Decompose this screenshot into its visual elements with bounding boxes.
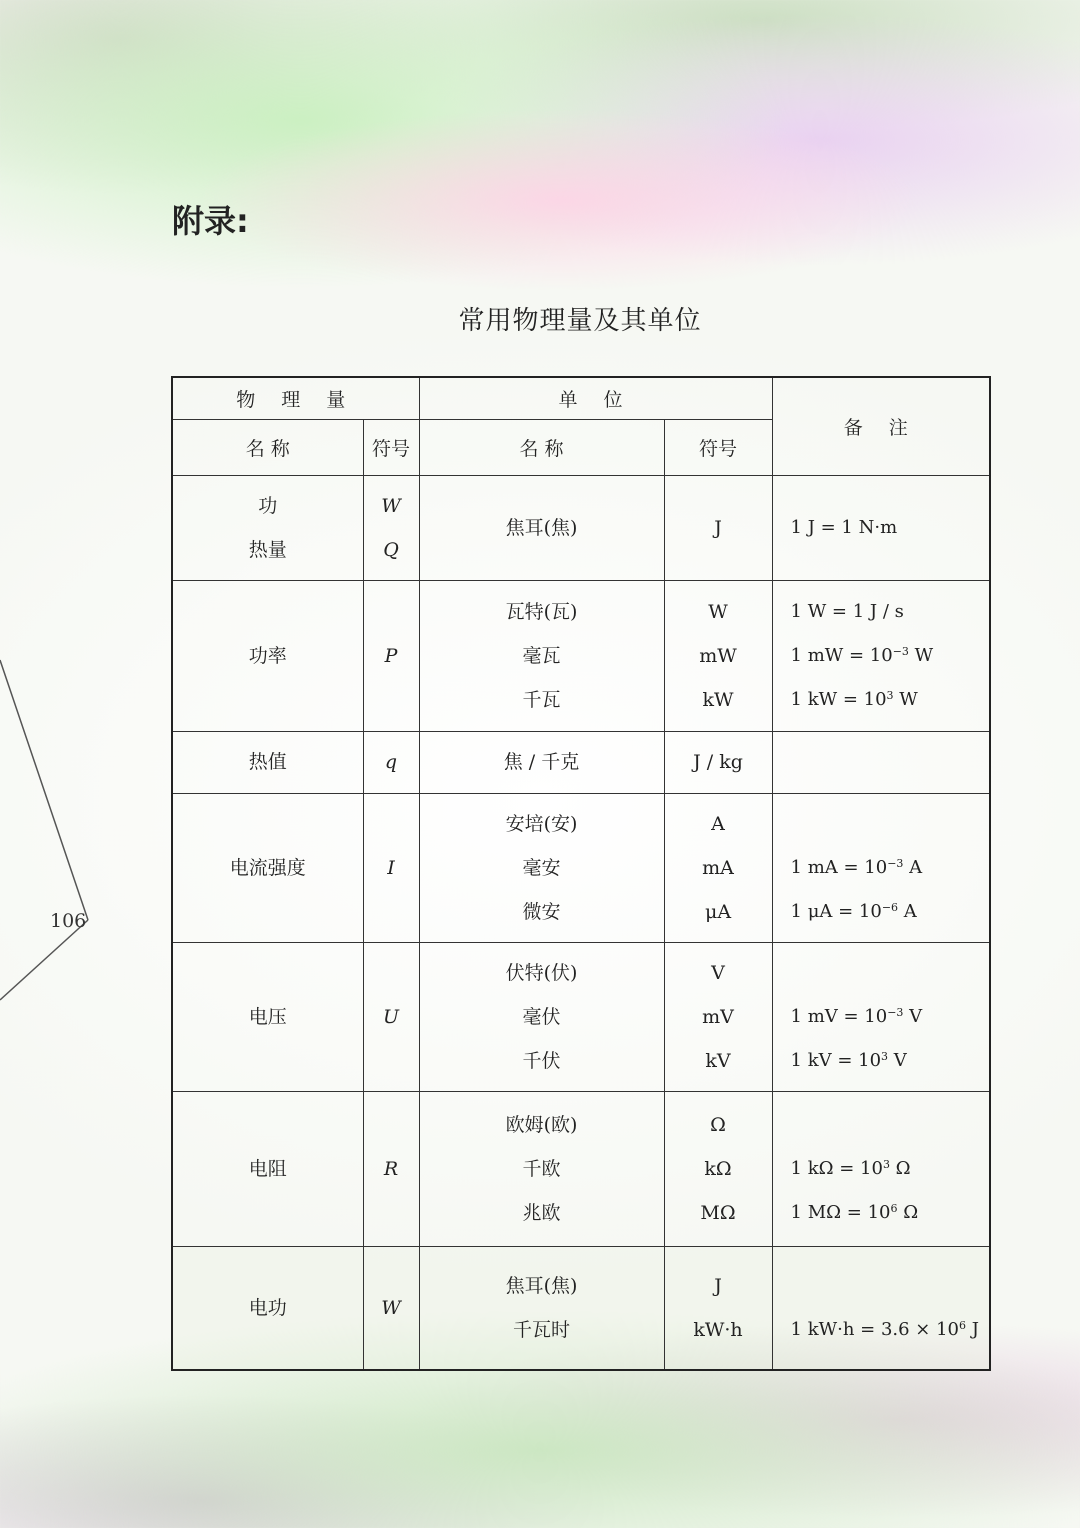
remark-text [791, 1191, 990, 1235]
page-number: 106 [50, 910, 87, 932]
remark-text [791, 951, 990, 995]
remark-exponent: −3 [887, 856, 904, 870]
unit_names-text: 焦 / 千克 [503, 751, 580, 773]
unit_names-cell [419, 1091, 664, 1246]
unit_symbols-cell [664, 475, 772, 580]
unit_symbols-cell [664, 580, 772, 731]
unit_symbols-cell [664, 793, 772, 942]
unit_names-cell [419, 1246, 664, 1370]
table-title: 常用物理量及其单位 [458, 306, 702, 336]
unit_names-text: 千瓦时 [512, 1318, 570, 1341]
unit_symbols-text: V [711, 961, 725, 984]
names-text: 热量 [248, 538, 287, 561]
remark-base: 1 kW = 10 [790, 688, 887, 710]
unit_symbols-text: mV [702, 1005, 734, 1028]
unit_names-text: 毫瓦 [522, 644, 561, 667]
table-row [172, 731, 990, 793]
names-text: 功 [258, 494, 278, 517]
remark-cell [772, 1246, 990, 1370]
names-text: 电流强度 [229, 856, 306, 879]
names-cell [172, 793, 363, 942]
remark-cell [772, 942, 990, 1091]
remark-text [791, 846, 990, 890]
unit_symbols-text: A [711, 812, 725, 835]
symbols-cell [363, 1091, 419, 1246]
header-name: 名 称 [172, 419, 363, 475]
remark-unit: W [893, 688, 918, 710]
symbols-text: q [384, 751, 398, 773]
remark-text [791, 590, 990, 634]
remark-base: 1 W = 1 J / s [790, 600, 904, 622]
remark-base: 1 mV = 10 [790, 1005, 888, 1027]
unit_symbols-text: mW [699, 644, 737, 667]
symbols-text: W [381, 1296, 401, 1319]
remark-exponent: 6 [890, 1201, 898, 1215]
names-cell [172, 731, 363, 793]
symbols-text: U [382, 1005, 399, 1028]
unit_names-text: 焦耳(焦) [505, 1274, 578, 1297]
remark-text [791, 995, 990, 1039]
remark-cell [772, 1091, 990, 1246]
unit_names-text: 兆欧 [522, 1201, 561, 1224]
remark-text [791, 1308, 990, 1352]
remark-base: 1 kW·h = 3.6 × 10 [790, 1318, 959, 1340]
remark-cell [772, 580, 990, 731]
remark-cell [772, 731, 990, 793]
symbols-text: I [387, 856, 395, 879]
table-row [172, 475, 990, 580]
unit_symbols-text: mA [702, 856, 734, 879]
unit_names-cell [419, 731, 664, 793]
unit_names-text: 毫安 [522, 856, 561, 879]
header-unit-symbol: 符号 [664, 419, 772, 475]
remark-base: 1 mW = 10 [790, 644, 893, 666]
unit_names-text: 安培(安) [505, 812, 578, 835]
remark-text [791, 506, 990, 550]
remark-exponent: −6 [881, 900, 899, 914]
symbols-cell [363, 1246, 419, 1370]
names-text: 电压 [248, 1005, 287, 1028]
unit_names-text: 毫伏 [522, 1005, 561, 1028]
remark-text [791, 1147, 990, 1191]
names-text: 电功 [248, 1296, 287, 1319]
names-cell [172, 942, 363, 1091]
remark-text [791, 1264, 990, 1308]
remark-unit: A [903, 856, 923, 878]
names-cell [172, 1246, 363, 1370]
unit_names-text: 欧姆(欧) [505, 1113, 578, 1136]
unit_symbols-text: MΩ [700, 1201, 736, 1224]
remark-base: 1 kV = 10 [790, 1049, 882, 1071]
header-quantity: 物 理 量 [172, 377, 419, 419]
remark-unit: Ω [897, 1201, 919, 1223]
unit_symbols-text: μA [704, 900, 732, 923]
remark-exponent: 3 [886, 688, 894, 702]
unit_symbols-text: kW [702, 688, 734, 711]
remark-cell [772, 793, 990, 942]
remark-exponent: 6 [959, 1318, 966, 1332]
symbols-cell [363, 793, 419, 942]
table-row [172, 580, 990, 731]
remark-unit: A [898, 900, 917, 922]
unit_symbols-text: J [714, 516, 722, 539]
remark-cell [772, 475, 990, 580]
table-row [172, 1091, 990, 1246]
names-text: 电阻 [248, 1157, 287, 1180]
unit_names-cell [419, 580, 664, 731]
remark-base: 1 J = 1 N·m [790, 516, 898, 538]
header-unit: 单 位 [419, 377, 772, 419]
header-unit-name: 名 称 [419, 419, 664, 475]
names-text: 功率 [248, 644, 287, 667]
unit_names-text: 瓦特(瓦) [505, 600, 578, 623]
remark-exponent: 3 [882, 1157, 890, 1171]
remark-base: 1 mA = 10 [790, 856, 888, 878]
table-row [172, 1246, 990, 1370]
remark-unit: J [966, 1318, 979, 1340]
remark-base: 1 μA = 10 [790, 900, 882, 922]
unit_names-cell [419, 793, 664, 942]
names-cell [172, 1091, 363, 1246]
unit_names-text: 千瓦 [522, 688, 561, 711]
page-edge-decoration [0, 640, 100, 1020]
symbols-text: Q [383, 538, 399, 561]
remark-exponent: −3 [887, 1005, 904, 1019]
table-row [172, 793, 990, 942]
unit_symbols-text: J / kg [693, 751, 743, 773]
symbols-text: R [383, 1157, 399, 1180]
unit_symbols-text: kV [705, 1049, 731, 1072]
unit_symbols-cell [664, 731, 772, 793]
remark-text [791, 678, 990, 722]
symbols-cell [363, 731, 419, 793]
names-text: 热值 [248, 751, 287, 773]
units-table [171, 376, 991, 1371]
remark-text [791, 802, 990, 846]
symbols-text: W [381, 494, 401, 517]
unit_names-text: 千伏 [522, 1049, 561, 1072]
remark-unit: V [903, 1005, 923, 1027]
remark-unit: Ω [889, 1157, 911, 1179]
unit_symbols-text: W [708, 600, 728, 623]
unit_names-text: 焦耳(焦) [505, 516, 578, 539]
unit_symbols-text: kΩ [704, 1157, 732, 1180]
remark-exponent: 3 [881, 1049, 889, 1063]
unit_names-text: 微安 [522, 900, 561, 923]
unit_symbols-cell [664, 1246, 772, 1370]
table-row [172, 942, 990, 1091]
remark-base: 1 MΩ = 10 [790, 1201, 891, 1223]
names-cell [172, 475, 363, 580]
unit_names-cell [419, 475, 664, 580]
unit_names-text: 伏特(伏) [505, 961, 578, 984]
remark-unit: W [908, 644, 934, 666]
symbols-cell [363, 580, 419, 731]
unit_symbols-text: kW·h [693, 1318, 743, 1341]
symbols-cell [363, 475, 419, 580]
remark-text [791, 1039, 990, 1083]
remark-text [791, 634, 990, 678]
remark-text [791, 1103, 990, 1147]
header-row-1 [172, 377, 990, 419]
unit_names-cell [419, 942, 664, 1091]
unit_symbols-cell [664, 942, 772, 1091]
unit_symbols-text: J [714, 1274, 722, 1297]
header-remark: 备 注 [772, 377, 990, 475]
appendix-heading: 附录: [172, 202, 249, 240]
remark-base: 1 kΩ = 10 [790, 1157, 883, 1179]
remark-unit: V [888, 1049, 907, 1071]
unit_symbols-text: Ω [710, 1113, 726, 1136]
remark-exponent: −3 [892, 644, 909, 658]
remark-text [791, 890, 990, 934]
unit_names-text: 千欧 [522, 1157, 561, 1180]
names-cell [172, 580, 363, 731]
header-symbol: 符号 [363, 419, 419, 475]
unit_symbols-cell [664, 1091, 772, 1246]
symbols-cell [363, 942, 419, 1091]
symbols-text: P [384, 644, 398, 667]
